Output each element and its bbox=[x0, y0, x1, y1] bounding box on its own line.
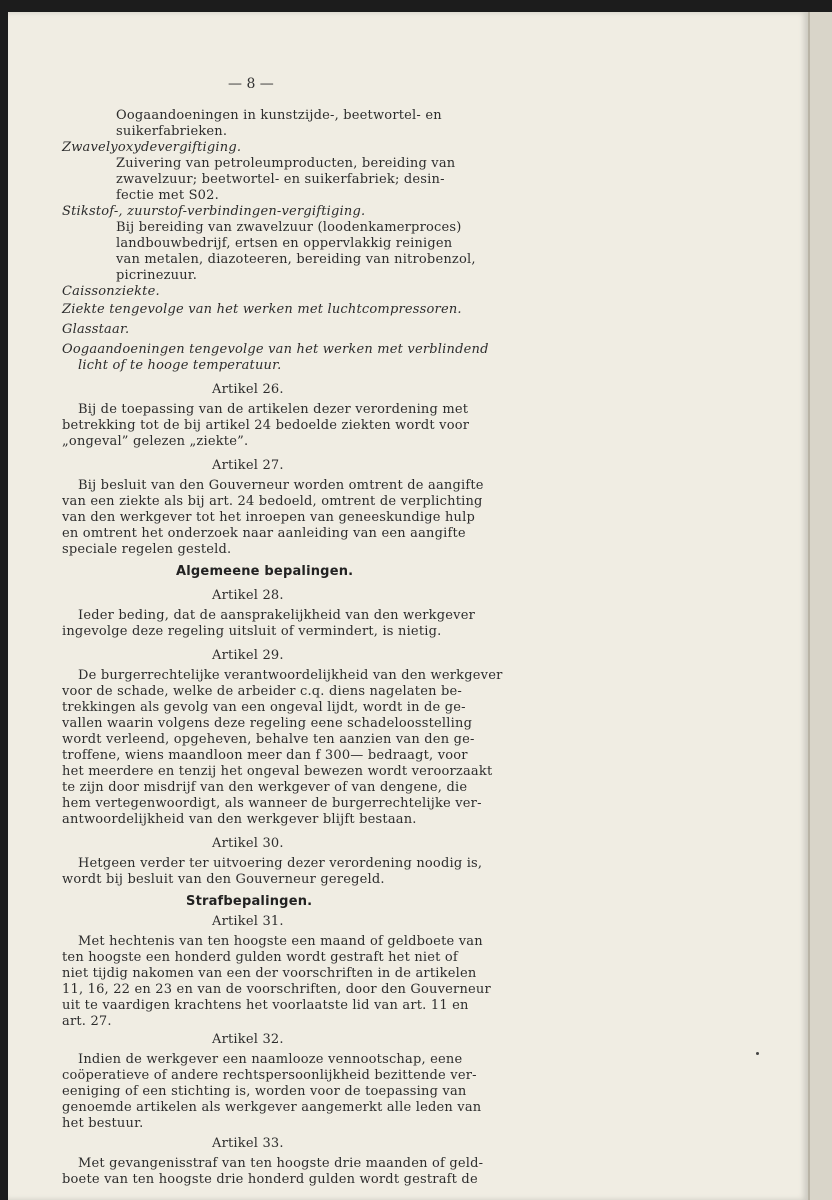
section-heading: Strafbepalingen. bbox=[186, 894, 313, 909]
text-line: wordt bij besluit van den Gouverneur geregeld. bbox=[62, 872, 385, 887]
text-line: picrinezuur. bbox=[116, 268, 198, 283]
text-line: en omtrent het onderzoek naar aanleiding van een aangifte bbox=[62, 526, 466, 541]
text-line: het meerdere en tenzij het ongeval bewezen wordt veroorzaakt bbox=[62, 764, 493, 779]
article-heading: Artikel 27. bbox=[212, 458, 284, 473]
text-line: zwavelzuur; beetwortel- en suikerfabriek; desin- bbox=[116, 172, 445, 187]
text-line: vallen waarin volgens deze regeling eene schadeloosstelling bbox=[62, 716, 473, 731]
article-heading: Artikel 33. bbox=[212, 1136, 284, 1151]
text-line: Bij bereiding van zwavelzuur (loodenkamerproces) bbox=[116, 220, 462, 235]
text-line: Indien de werkgever een naamlooze vennootschap, eene bbox=[78, 1052, 463, 1067]
text-line: coöperatieve of andere rechtspersoonlijkheid bezittende ver- bbox=[62, 1068, 477, 1083]
disease-heading: Stikstof-, zuurstof-verbindingen-vergiftiging. bbox=[62, 204, 366, 219]
text-line: niet tijdig nakomen van een der voorschriften in de artikelen bbox=[62, 966, 477, 981]
disease-heading: Zwavelyoxydevergiftiging. bbox=[62, 140, 242, 155]
text-line: Zuivering van petroleumproducten, bereiding van bbox=[116, 156, 456, 171]
text-line: speciale regelen gesteld. bbox=[62, 542, 232, 557]
article-heading: Artikel 31. bbox=[212, 914, 284, 929]
text-line: wordt verleend, opgeheven, behalve ten aanzien van den ge- bbox=[62, 732, 475, 747]
text-line: voor de schade, welke de arbeider c.q. diens nagelaten be- bbox=[62, 684, 463, 699]
text-line: troffene, wiens maandloon meer dan f 300— bedraagt, voor bbox=[62, 748, 468, 763]
text-line: het bestuur. bbox=[62, 1116, 144, 1131]
text-line: ingevolge deze regeling uitsluit of vermindert, is nietig. bbox=[62, 624, 442, 639]
text-line: te zijn door misdrijf van den werkgever of van dengene, die bbox=[62, 780, 468, 795]
text-line: boete van ten hoogste drie honderd gulden wordt gestraft de bbox=[62, 1172, 478, 1187]
disease-heading: Ziekte tengevolge van het werken met luchtcompressoren. bbox=[62, 302, 462, 317]
page-edge bbox=[808, 12, 832, 1200]
disease-heading: licht of te hooge temperatuur. bbox=[78, 358, 282, 373]
article-heading: Artikel 32. bbox=[212, 1032, 284, 1047]
text-line: Bij besluit van den Gouverneur worden omtrent de aangifte bbox=[78, 478, 484, 493]
text-line: antwoordelijkheid van den werkgever blijft bestaan. bbox=[62, 812, 417, 827]
page-number: — 8 — bbox=[228, 76, 274, 92]
text-line: Bij de toepassing van de artikelen dezer verordening met bbox=[78, 402, 469, 417]
disease-heading: Caissonziekte. bbox=[62, 284, 160, 299]
text-line: uit te vaardigen krachtens het voorlaatste lid van art. 11 en bbox=[62, 998, 469, 1013]
text-line: Met gevangenisstraf van ten hoogste drie maanden of geld- bbox=[78, 1156, 484, 1171]
text-line: landbouwbedrijf, ertsen en oppervlakkig reinigen bbox=[116, 236, 453, 251]
text-line: betrekking tot de bij artikel 24 bedoelde ziekten wordt voor bbox=[62, 418, 470, 433]
text-line: van metalen, diazoteeren, bereiding van nitrobenzol, bbox=[116, 252, 476, 267]
text-line: 11, 16, 22 en 23 en van de voorschriften, door den Gouverneur bbox=[62, 982, 491, 997]
text-line: trekkingen als gevolg van een ongeval lijdt, wordt in de ge- bbox=[62, 700, 466, 715]
disease-heading: Glasstaar. bbox=[62, 322, 130, 337]
ink-speck bbox=[756, 1052, 759, 1055]
text-line: Hetgeen verder ter uitvoering dezer verordening noodig is, bbox=[78, 856, 483, 871]
article-heading: Artikel 28. bbox=[212, 588, 284, 603]
text-line: Met hechtenis van ten hoogste een maand of geldboete van bbox=[78, 934, 483, 949]
text-line: Ieder beding, dat de aansprakelijkheid van den werkgever bbox=[78, 608, 476, 623]
text-line: „ongeval” gelezen „ziekte”. bbox=[62, 434, 249, 449]
text-line: Oogaandoeningen in kunstzijde-, beetwortel- en bbox=[116, 108, 442, 123]
text-line: art. 27. bbox=[62, 1014, 112, 1029]
text-line: suikerfabrieken. bbox=[116, 124, 228, 139]
section-heading: Algemeene bepalingen. bbox=[176, 564, 354, 579]
text-line: genoemde artikelen als werkgever aangemerkt alle leden van bbox=[62, 1100, 482, 1115]
text-line: van een ziekte als bij art. 24 bedoeld, omtrent de verplichting bbox=[62, 494, 483, 509]
article-heading: Artikel 29. bbox=[212, 648, 284, 663]
disease-heading: Oogaandoeningen tengevolge van het werken met verblindend bbox=[62, 342, 489, 357]
text-line: hem vertegenwoordigt, als wanneer de burgerrechtelijke ver- bbox=[62, 796, 482, 811]
text-line: van den werkgever tot het inroepen van geneeskundige hulp bbox=[62, 510, 475, 525]
text-line: fectie met S02. bbox=[116, 188, 219, 203]
article-heading: Artikel 26. bbox=[212, 382, 284, 397]
article-heading: Artikel 30. bbox=[212, 836, 284, 851]
text-line: eeniging of een stichting is, worden voor de toepassing van bbox=[62, 1084, 467, 1099]
text-line: ten hoogste een honderd gulden wordt gestraft het niet of bbox=[62, 950, 458, 965]
text-line: De burgerrechtelijke verantwoordelijkheid van den werkgever bbox=[78, 668, 503, 683]
